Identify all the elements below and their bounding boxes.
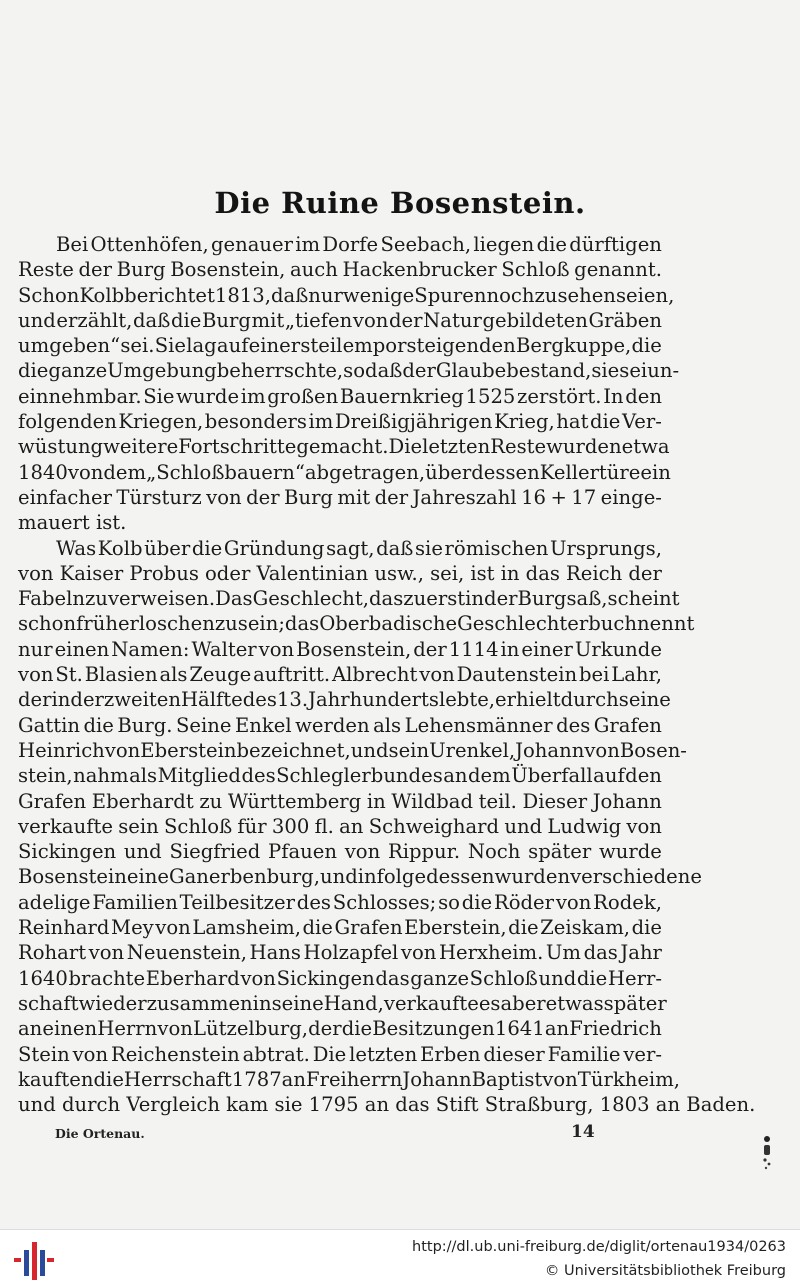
text-line: schaft wieder zusammen in seine Hand, verkaufte es aber etwas später xyxy=(18,991,667,1015)
text-line: der in der zweiten Hälfte des 13. Jahrhunderts lebte, erhielt durch seine xyxy=(18,688,671,712)
footer-signature: Die Ortenau. xyxy=(55,1126,145,1141)
text-line: die ganze Umgebung beherrschte, so daß der Glaube bestand, sie sei un- xyxy=(18,359,680,383)
text-line: einnehmbar. Sie wurde im großen Bauernkrieg 1525 zerstört. In den xyxy=(18,384,662,408)
text-line: Bei Ottenhöfen, genauer im Dorfe Seebach, liegen die dürftigen xyxy=(56,233,662,256)
university-library-logo[interactable] xyxy=(14,1238,54,1282)
text-line: Schon Kolb berichtet 1813, daß nur wenige Spuren noch zu sehen seien, xyxy=(18,283,675,307)
text-line: schon früh erloschen zu sein; das Oberbadische Geschlechterbuch nennt xyxy=(18,612,695,636)
text-line: Sickingen und Siegfried Pfauen von Rippur. Noch später wurde xyxy=(18,840,662,864)
page-title: Die Ruine Bosenstein. xyxy=(214,186,586,220)
text-line: adelige Familien Teilbesitzer des Schlosses; so die Röder von Rodek, xyxy=(18,890,662,914)
text-line: Fabeln zu verweisen. Das Geschlecht, das zuerst in der Burg saß, scheint xyxy=(18,587,680,611)
text-line: stein, nahm als Mitglied des Schleglerbundes an dem Überfall auf den xyxy=(18,764,662,788)
article-body xyxy=(18,232,756,1117)
text-line: kauften die Herrschaft 1787 an Freiherrn Johann Baptist von Türkheim, xyxy=(18,1067,680,1091)
text-line: und durch Vergleich kam sie 1795 an das Stift Straßburg, 1803 an Baden. xyxy=(18,1093,756,1117)
text-line: 1640 brachte Eberhard von Sickingen das ganze Schloß und die Herr- xyxy=(18,966,662,990)
text-line: und erzählt, daß die Burg mit „tiefen von der Natur gebildeten Gräben xyxy=(18,308,662,332)
text-line: umgeben“ sei. Sie lag auf einer steil emporsteigenden Bergkuppe, die xyxy=(18,334,662,358)
text-line: Bosenstein eine Ganerbenburg, und infolgedessen wurden verschiedene xyxy=(18,865,702,889)
text-line: an einen Herrn von Lützelburg, der die Besitzungen 1641 an Friedrich xyxy=(18,1017,662,1041)
source-url-link[interactable]: http://dl.ub.uni-freiburg.de/diglit/ortenau1934/0263 xyxy=(412,1239,786,1255)
text-line: 1840 von dem „Schloßbauern“ abgetragen, über dessen Kellertüre ein xyxy=(18,460,671,484)
source-bar xyxy=(0,1229,800,1287)
text-line: Reinhard Mey von Lamsheim, die Grafen Eberstein, die Zeiskam, die xyxy=(18,916,662,940)
text-line: Gattin die Burg. Seine Enkel werden als Lehensmänner des Grafen xyxy=(18,713,662,737)
text-line: verkaufte sein Schloß für 300 fl. an Schweighard und Ludwig von xyxy=(18,814,662,838)
text-line: Stein von Reichenstein abtrat. Die letzten Erben dieser Familie ver- xyxy=(18,1042,662,1066)
text-line: wüstung weitere Fortschritte gemacht. Die letzten Reste wurden etwa xyxy=(18,435,670,459)
text-line: folgenden Kriegen, besonders im Dreißigjährigen Krieg, hat die Ver- xyxy=(18,410,662,434)
text-line: Grafen Eberhardt zu Württemberg in Wildbad teil. Dieser Johann xyxy=(18,789,662,813)
text-line: Rohart von Neuenstein, Hans Holzapfel von Herxheim. Um das Jahr xyxy=(18,941,662,965)
text-line: Heinrich von Eberstein bezeichnet, und sein Urenkel, Johann von Bosen- xyxy=(18,738,687,762)
text-line: Was Kolb über die Gründung sagt, daß sie römischen Ursprungs, xyxy=(56,536,662,560)
copyright-notice: © Universitätsbibliothek Freiburg xyxy=(544,1263,786,1279)
text-line: von Kaiser Probus oder Valentinian usw., sei, ist in das Reich der xyxy=(18,561,662,585)
text-line: nur einen Namen: Walter von Bosenstein, der 1114 in einer Urkunde xyxy=(18,637,662,661)
page-number: 14 xyxy=(571,1122,595,1142)
ink-smudge-mark xyxy=(760,1133,776,1171)
text-line: einfacher Türsturz von der Burg mit der Jahreszahl 16 + 17 einge- xyxy=(18,485,662,509)
text-line: mauert ist. xyxy=(18,511,127,535)
text-line: Reste der Burg Bosenstein, auch Hackenbrucker Schloß genannt. xyxy=(18,258,662,282)
text-line: von St. Blasien als Zeuge auftritt. Albrecht von Dautenstein bei Lahr, xyxy=(18,663,662,687)
